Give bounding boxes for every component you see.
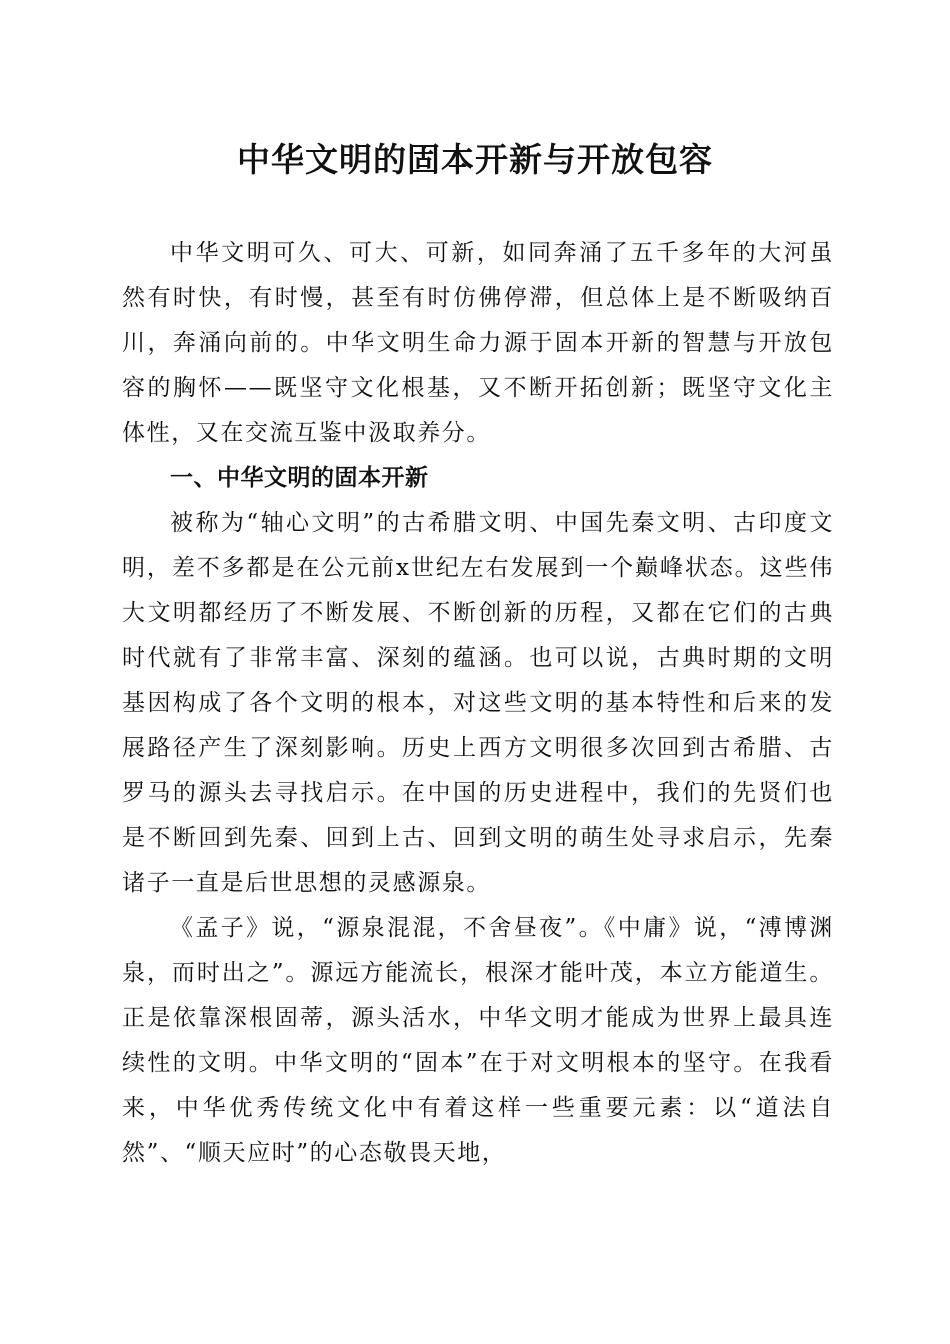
- section-paragraph-2: 《孟子》说，“源泉混混，不舍昼夜”。《中庸》说，“溥博渊泉，而时出之”。源远方能流长，根深才能叶茂，本立方能道生。正是依靠深根固蒂，源头活水，中华文明才能成为世界上最具连续性的文明。中华文明的“固本”在于对文明根本的坚守。在我看来，中华优秀传统文化中有着这样一些重要元素：以“道法自然”、“顺天应时”的心态敬畏天地，: [122, 915, 834, 1166]
- section-paragraph-1: 被称为“轴心文明”的古希腊文明、中国先秦文明、古印度文明，差不多都是在公元前x世纪左右发展到一个巅峰状态。这些伟大文明都经历了不断发展、不断创新的历程，又都在它们的古典时代就有了非常丰富、深刻的蕴涵。也可以说，古典时期的文明基因构成了各个文明的根本，对这些文明的基本特性和后来的发展路径产生了深刻影响。历史上西方文明很多次回到古希腊、古罗马的源头去寻找启示。在中国的历史进程中，我们的先贤们也是不断回到先秦、回到上古、回到文明的萌生处寻求启示，先秦诸子一直是后世思想的灵感源泉。: [122, 510, 834, 896]
- section-heading: 一、中华文明的固本开新: [170, 465, 429, 491]
- intro-paragraph: 中华文明可久、可大、可新，如同奔涌了五千多年的大河虽然有时快，有时慢，甚至有时仿佛停滞，但总体上是不断吸纳百川，奔涌向前的。中华文明生命力源于固本开新的智慧与开放包容的胸怀——既坚守文化根基，又不断开拓创新；既坚守文化主体性，又在交流互鉴中汲取养分。: [122, 240, 834, 446]
- document-body: [122, 231, 834, 1176]
- document-title: 中华文明的固本开新与开放包容: [237, 140, 713, 179]
